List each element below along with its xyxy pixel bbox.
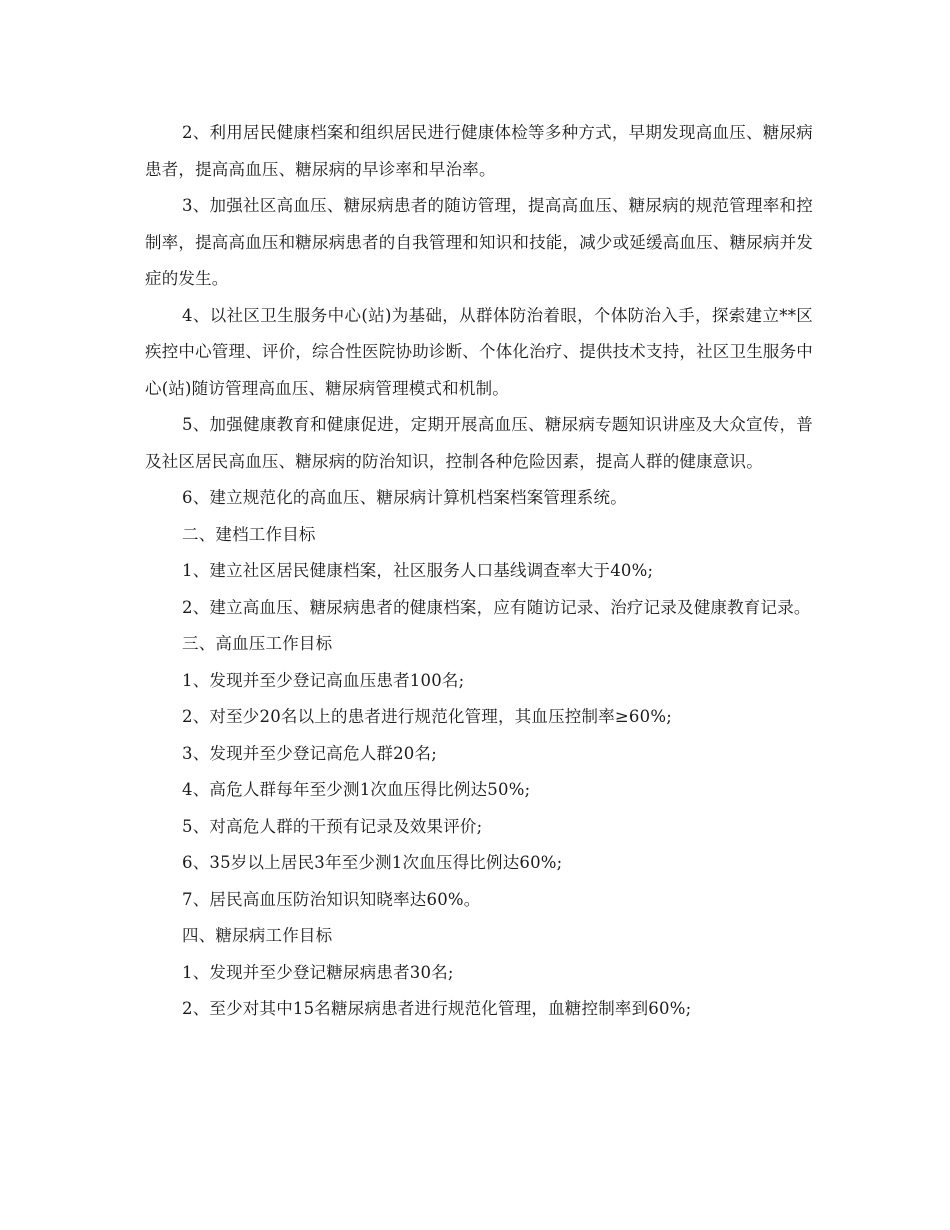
hypertension-item-4: 4、高危人群每年至少测1次血压得比例达50%; [182,780,531,799]
document-body [145,115,813,1028]
paragraph-item-6: 6、建立规范化的高血压、糖尿病计算机档案档案管理系统。 [182,488,627,507]
diabetes-item-2: 2、至少对其中15名糖尿病患者进行规范化管理，血糖控制率到60%; [182,999,692,1018]
hypertension-item-2: 2、对至少20名以上的患者进行规范化管理，其血压控制率≥60%; [182,707,672,726]
hypertension-item-6: 6、35岁以上居民3年至少测1次血压得比例达60%; [182,853,563,872]
section-heading-diabetes: 四、糖尿病工作目标 [182,926,333,945]
paragraph-item-4: 4、以社区卫生服务中心(站)为基础，从群体防治着眼，个体防治入手，探索建立**区疾控中心管理、评价，综合性医院协助诊断、个体化治疗、提供技术支持，社区卫生服务中心(站)随访管理高血压、糖尿病管理模式和机制。 [145,305,813,398]
archive-item-2: 2、建立高血压、糖尿病患者的健康档案，应有随访记录、治疗记录及健康教育记录。 [182,597,811,617]
paragraph-item-5: 5、加强健康教育和健康促进，定期开展高血压、糖尿病专题知识讲座及大众宣传，普及社区居民高血压、糖尿病的防治知识，控制各种危险因素，提高人群的健康意识。 [145,415,813,471]
paragraph-item-2: 2、利用居民健康档案和组织居民进行健康体检等多种方式，早期发现高血压、糖尿病患者，提高高血压、糖尿病的早诊率和早治率。 [145,123,813,179]
hypertension-item-7: 7、居民高血压防治知识知晓率达60%。 [182,889,481,909]
hypertension-item-3: 3、发现并至少登记高危人群20名; [182,743,437,763]
paragraph-item-3: 3、加强社区高血压、糖尿病患者的随访管理，提高高血压、糖尿病的规范管理率和控制率，提高高血压和糖尿病患者的自我管理和知识和技能，减少或延缓高血压、糖尿病并发症的发生。 [145,196,813,288]
hypertension-item-1: 1、发现并至少登记高血压患者100名; [182,670,465,690]
hypertension-item-5: 5、对高危人群的干预有记录及效果评价; [182,816,483,836]
section-heading-hypertension: 三、高血压工作目标 [182,634,333,653]
section-heading-archive: 二、建档工作目标 [182,524,316,544]
diabetes-item-1: 1、发现并至少登记糖尿病患者30名; [182,962,454,982]
archive-item-1: 1、建立社区居民健康档案，社区服务人口基线调查率大于40%; [182,561,654,580]
